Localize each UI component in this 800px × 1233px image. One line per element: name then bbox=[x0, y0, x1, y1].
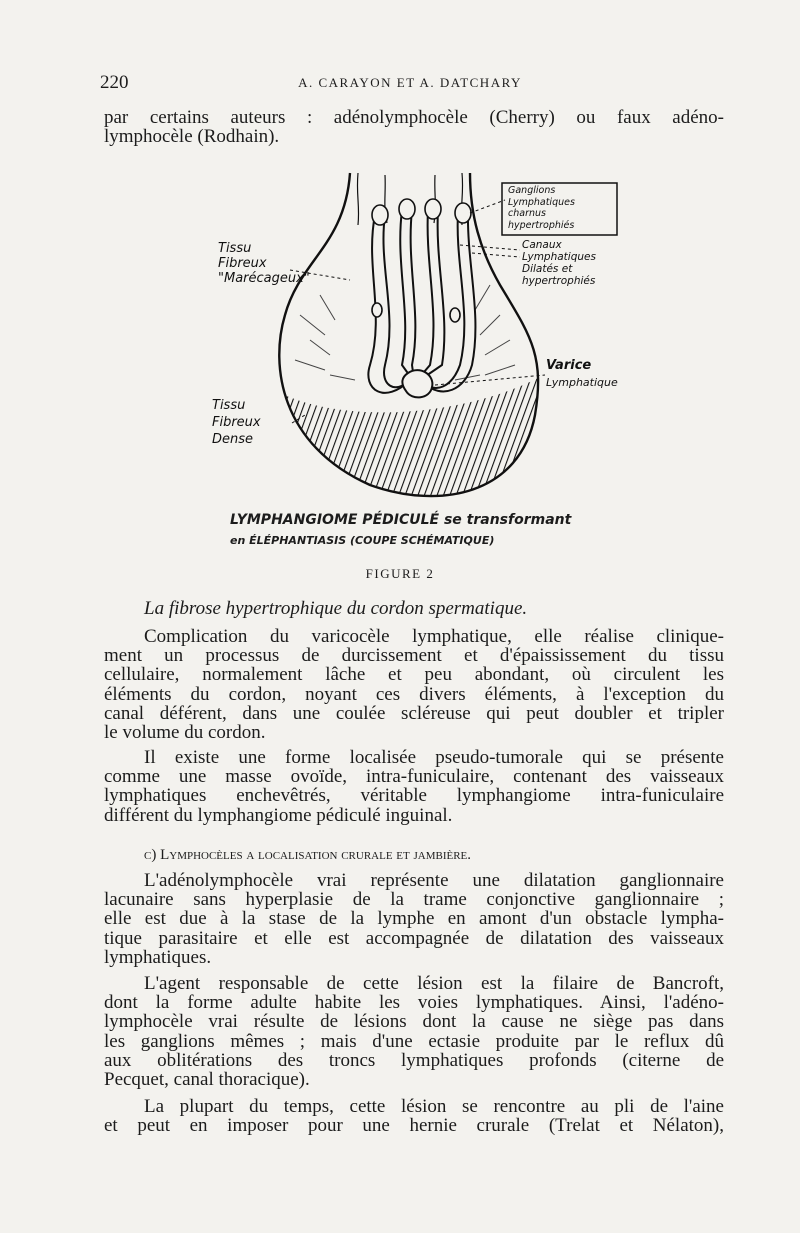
text-line: et peut en imposer pour une hernie crurale (Trelat et Nélaton), bbox=[104, 1115, 724, 1137]
label-tissu-dense bbox=[212, 397, 261, 448]
label-line: Dense bbox=[212, 432, 254, 447]
text-line: les ganglions mêmes ; mais d'une ectasie produite par le reflux dû bbox=[104, 1030, 724, 1052]
text-line: différent du lymphangiome pédiculé inguinal. bbox=[104, 804, 453, 826]
label-line: charnus bbox=[508, 208, 546, 219]
section-title bbox=[104, 599, 724, 618]
text-line: éléments du cordon, noyant ces divers éléments, à l'exception du bbox=[104, 683, 724, 705]
label-line: Fibreux bbox=[218, 256, 267, 271]
text-line: lymphatiques enchevêtrés, véritable lymphangiome intra-funiculaire bbox=[104, 785, 724, 807]
label-ganglions bbox=[508, 185, 575, 231]
text-line: Il existe une forme localisée pseudo-tumorale qui se présente bbox=[144, 747, 724, 768]
section-fibrose-title: La fibrose hypertrophique du cordon spermatique. bbox=[144, 598, 528, 619]
text-line: lymphocèle (Rodhain). bbox=[104, 126, 280, 148]
label-line: Tissu bbox=[218, 241, 252, 256]
label-line: Lymphatiques bbox=[508, 196, 575, 208]
page-header bbox=[100, 72, 720, 96]
text-line: Pecquet, canal thoracique). bbox=[104, 1069, 310, 1091]
text-line: La plupart du temps, cette lésion se rencontre au pli de l'aine bbox=[144, 1096, 724, 1117]
label-line: Canaux bbox=[522, 239, 562, 251]
label-line: Dilatés et bbox=[522, 263, 573, 275]
label-line: Varice bbox=[546, 358, 592, 373]
text-line: aux oblitérations des troncs lymphatiques profonds (citerne de bbox=[104, 1049, 724, 1071]
paragraph bbox=[104, 871, 724, 967]
text-line: ment un processus de durcissement et d'épaississement du tissu bbox=[104, 645, 724, 667]
label-line: Fibreux bbox=[212, 415, 261, 430]
text-line: Complication du varicocèle lymphatique, elle réalise clinique- bbox=[144, 626, 724, 647]
paragraph bbox=[104, 1097, 724, 1135]
text-line: par certains auteurs : adénolymphocèle (Cherry) ou faux adéno- bbox=[104, 107, 724, 128]
lymphatic-channels bbox=[368, 210, 475, 393]
text-line: le volume du cordon. bbox=[104, 722, 266, 744]
section-title bbox=[104, 846, 724, 865]
text-line: dont la forme adulte habite les voies lymphatiques. Ainsi, l'adéno- bbox=[104, 992, 724, 1014]
label-line: Lymphatique bbox=[546, 376, 618, 389]
text-line: tique parasitaire et elle est accompagnée de dilatation des vaisseaux bbox=[104, 927, 724, 949]
label-line: hypertrophiés bbox=[508, 219, 575, 231]
paragraph bbox=[104, 748, 724, 825]
label-line: Tissu bbox=[212, 398, 246, 413]
label-line: Ganglions bbox=[508, 185, 556, 196]
caption-line: LYMPHANGIOME PÉDICULÉ se transformant bbox=[230, 512, 572, 528]
text-line: lymphatiques. bbox=[104, 946, 212, 968]
label-varice bbox=[546, 357, 618, 391]
text-line: comme une masse ovoïde, intra-funiculaire, contenant des vaisseaux bbox=[104, 766, 724, 788]
page-number: 220 bbox=[100, 72, 129, 93]
section-c-title: c) Lymphocèles a localisation crurale et jambière. bbox=[144, 847, 472, 863]
text-line: canal déférent, dans une coulée scléreuse qui peut doubler et tripler bbox=[104, 702, 724, 724]
paragraph bbox=[104, 974, 724, 1089]
text-line: elle est due à la stase de la lymphe en amont d'un obstacle lympha- bbox=[104, 908, 724, 930]
figure-label: FIGURE 2 bbox=[365, 566, 435, 581]
text-line: L'agent responsable de cette lésion est la filaire de Bancroft, bbox=[144, 973, 724, 994]
label-tissu-marecageux bbox=[218, 241, 310, 286]
lymphatic-varix bbox=[402, 370, 432, 397]
text-line: lymphocèle vrai résulte de lésions dont la cause ne siège pas dans bbox=[104, 1011, 724, 1033]
label-canaux bbox=[522, 239, 596, 287]
text-line: L'adénolymphocèle vrai représente une dilatation ganglionnaire bbox=[144, 870, 724, 891]
label-line: hypertrophiés bbox=[522, 275, 596, 287]
figure-handwritten-caption bbox=[230, 512, 610, 556]
running-head: A. CARAYON ET A. DATCHARY bbox=[298, 75, 522, 90]
ganglia bbox=[372, 199, 471, 322]
intro-paragraph bbox=[104, 108, 724, 146]
text-line: lacunaire sans hyperplasie de la trame conjonctive ganglionnaire ; bbox=[104, 889, 724, 911]
lymphangioma-figure bbox=[180, 165, 640, 565]
paragraph bbox=[104, 627, 724, 742]
label-line: Lymphatiques bbox=[522, 251, 596, 263]
label-line: "Marécageux" bbox=[218, 271, 310, 286]
caption-line: en ÉLÉPHANTIASIS (COUPE SCHÉMATIQUE) bbox=[230, 534, 495, 547]
text-line: cellulaire, normalement lâche et peu abondant, où circulent les bbox=[104, 664, 724, 686]
